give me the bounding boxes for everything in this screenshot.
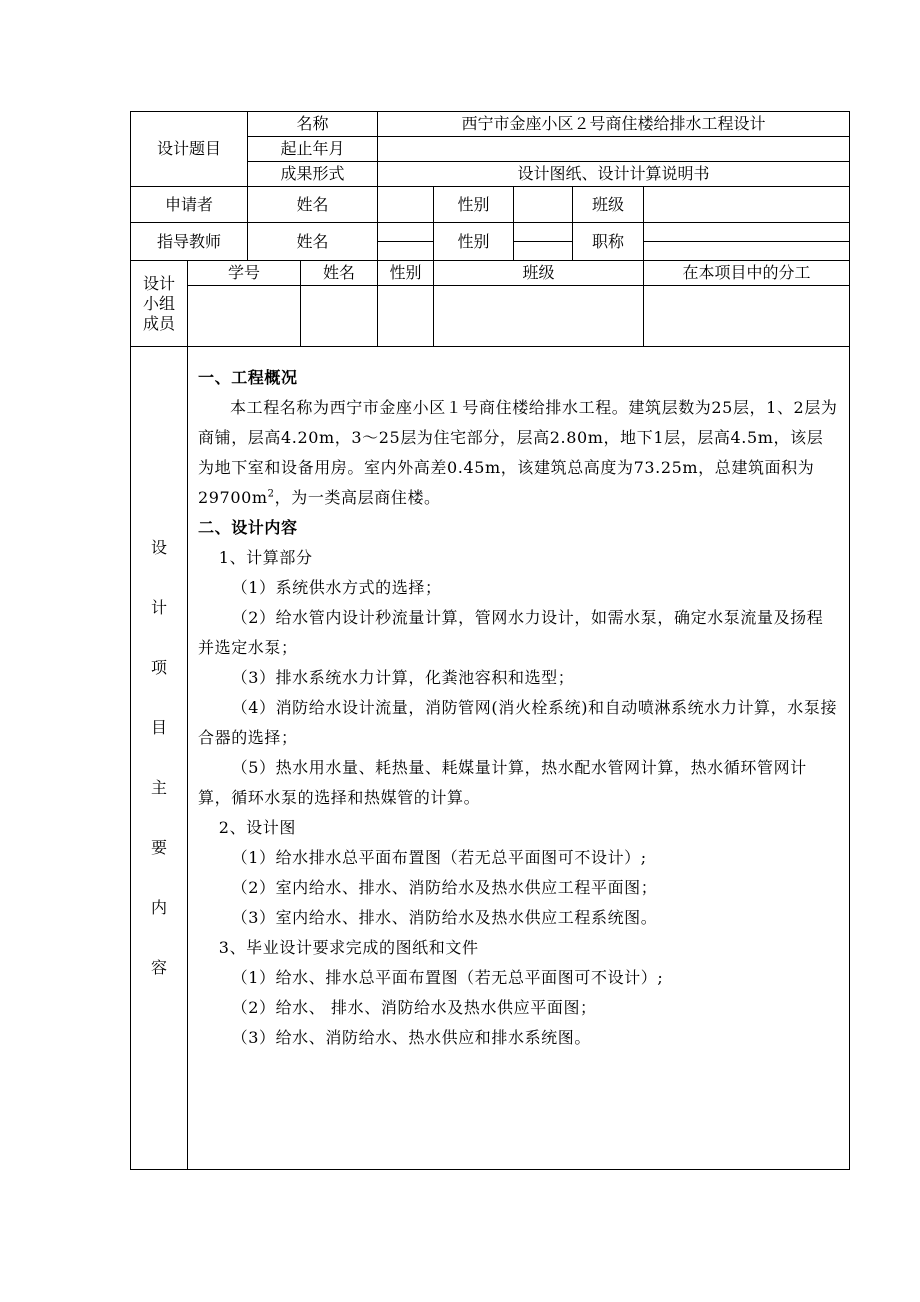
calc-item-2: （2）给水管内设计秒流量计算，管网水力设计，如需水泵，确定水泵流量及扬程并选定水泵； bbox=[198, 608, 824, 657]
result-form-value: 设计图纸、设计计算说明书 bbox=[378, 162, 850, 187]
overview-paragraph bbox=[198, 393, 839, 513]
drawing-item-1: （1）给水排水总平面布置图（若无总平面图可不设计）; bbox=[231, 848, 647, 867]
section-heading-overview: 一、工程概况 bbox=[198, 368, 298, 387]
calc-item-5: （5）热水用水量、耗热量、耗媒量计算，热水配水管网计算，热水循环管网计算，循环水泵的选择和热媒管的计算。 bbox=[198, 758, 807, 807]
drawing-item-2: （2）室内给水、排水、消防给水及热水供应工程平面图； bbox=[231, 878, 658, 897]
advisor-name-value-2 bbox=[378, 242, 434, 261]
subsection-calc: 1、计算部分 bbox=[218, 548, 313, 567]
deliverable-item-2: （2）给水、 排水、消防给水及热水供应平面图； bbox=[231, 998, 597, 1017]
members-col-name: 姓名 bbox=[301, 261, 378, 286]
members-col-role: 在本项目中的分工 bbox=[644, 261, 850, 286]
applicant-name-label: 姓名 bbox=[248, 187, 378, 223]
members-label-line-2: 小组 bbox=[142, 293, 175, 313]
members-label-line-1: 设计 bbox=[142, 273, 175, 293]
advisor-gender-value-2 bbox=[514, 242, 573, 261]
result-form-label: 成果形式 bbox=[248, 162, 378, 187]
advisor-title-value-2 bbox=[644, 242, 850, 261]
calc-item-4: （4）消防给水设计流量，消防管网(消火栓系统)和自动喷淋系统水力计算，水泵接合器的选择； bbox=[198, 698, 838, 747]
drawing-item-3: （3）室内给水、排水、消防给水及热水供应工程系统图。 bbox=[231, 908, 658, 927]
content-label-char: 目 bbox=[150, 718, 167, 737]
applicant-class-label: 班级 bbox=[573, 187, 644, 223]
applicant-label: 申请者 bbox=[131, 187, 248, 223]
members-col-gender: 性别 bbox=[378, 261, 434, 286]
members-col-id: 学号 bbox=[188, 261, 301, 286]
members-gender-value bbox=[378, 286, 434, 347]
members-label-line-3: 成员 bbox=[142, 313, 175, 333]
applicant-name-value bbox=[378, 187, 434, 223]
advisor-name-value-1 bbox=[378, 223, 434, 242]
members-name-value bbox=[301, 286, 378, 347]
period-value bbox=[378, 137, 850, 162]
overview-superscript: 2 bbox=[267, 488, 275, 500]
calc-item-3: （3）排水系统水力计算，化粪池容积和选型； bbox=[231, 668, 575, 687]
content-label-char: 要 bbox=[150, 838, 167, 857]
deliverable-item-3: （3）给水、消防给水、热水供应和排水系统图。 bbox=[231, 1028, 591, 1047]
members-label bbox=[131, 261, 188, 347]
content-label-char: 容 bbox=[150, 958, 167, 977]
subsection-deliverables: 3、毕业设计要求完成的图纸和文件 bbox=[218, 938, 479, 957]
content-label-char: 主 bbox=[150, 778, 167, 797]
content-label-char: 设 bbox=[150, 538, 167, 557]
advisor-gender-value-1 bbox=[514, 223, 573, 242]
content-label bbox=[131, 347, 188, 1170]
advisor-name-label: 姓名 bbox=[248, 223, 378, 261]
design-topic-label: 设计题目 bbox=[131, 112, 248, 187]
project-form-table bbox=[130, 111, 850, 1170]
members-class-value bbox=[434, 286, 644, 347]
content-label-char: 内 bbox=[150, 898, 167, 917]
section-heading-content: 二、设计内容 bbox=[198, 518, 298, 537]
advisor-label: 指导教师 bbox=[131, 223, 248, 261]
applicant-gender-value bbox=[514, 187, 573, 223]
subsection-drawings: 2、设计图 bbox=[218, 818, 296, 837]
calc-item-1: （1）系统供水方式的选择； bbox=[231, 578, 442, 597]
overview-text: 本工程名称为西宁市金座小区１号商住楼给排水工程。建筑层数为25层，1、2层为商铺，层高4.20m，3～25层为住宅部分，层高2.80m，地下1层，层高4.5m，该层为地下室和设备用房。室内外高差0.45m，该建筑总高度为73.25m，总建筑面积为29700m bbox=[198, 398, 838, 507]
applicant-class-value bbox=[644, 187, 850, 223]
members-col-class: 班级 bbox=[434, 261, 644, 286]
content-body bbox=[188, 347, 850, 1170]
overview-text-end: ，为一类高层商住楼。 bbox=[274, 488, 441, 507]
deliverable-item-1: （1）给水、排水总平面布置图（若无总平面图可不设计）; bbox=[231, 968, 664, 987]
topic-name-value: 西宁市金座小区２号商住楼给排水工程设计 bbox=[378, 112, 850, 137]
advisor-gender-label: 性别 bbox=[434, 223, 514, 261]
period-label: 起止年月 bbox=[248, 137, 378, 162]
advisor-title-value-1 bbox=[644, 223, 850, 242]
topic-name-label: 名称 bbox=[248, 112, 378, 137]
content-label-char: 项 bbox=[150, 658, 167, 677]
content-label-char: 计 bbox=[150, 598, 167, 617]
advisor-title-label: 职称 bbox=[573, 223, 644, 261]
members-id-value bbox=[188, 286, 301, 347]
applicant-gender-label: 性别 bbox=[434, 187, 514, 223]
members-role-value bbox=[644, 286, 850, 347]
